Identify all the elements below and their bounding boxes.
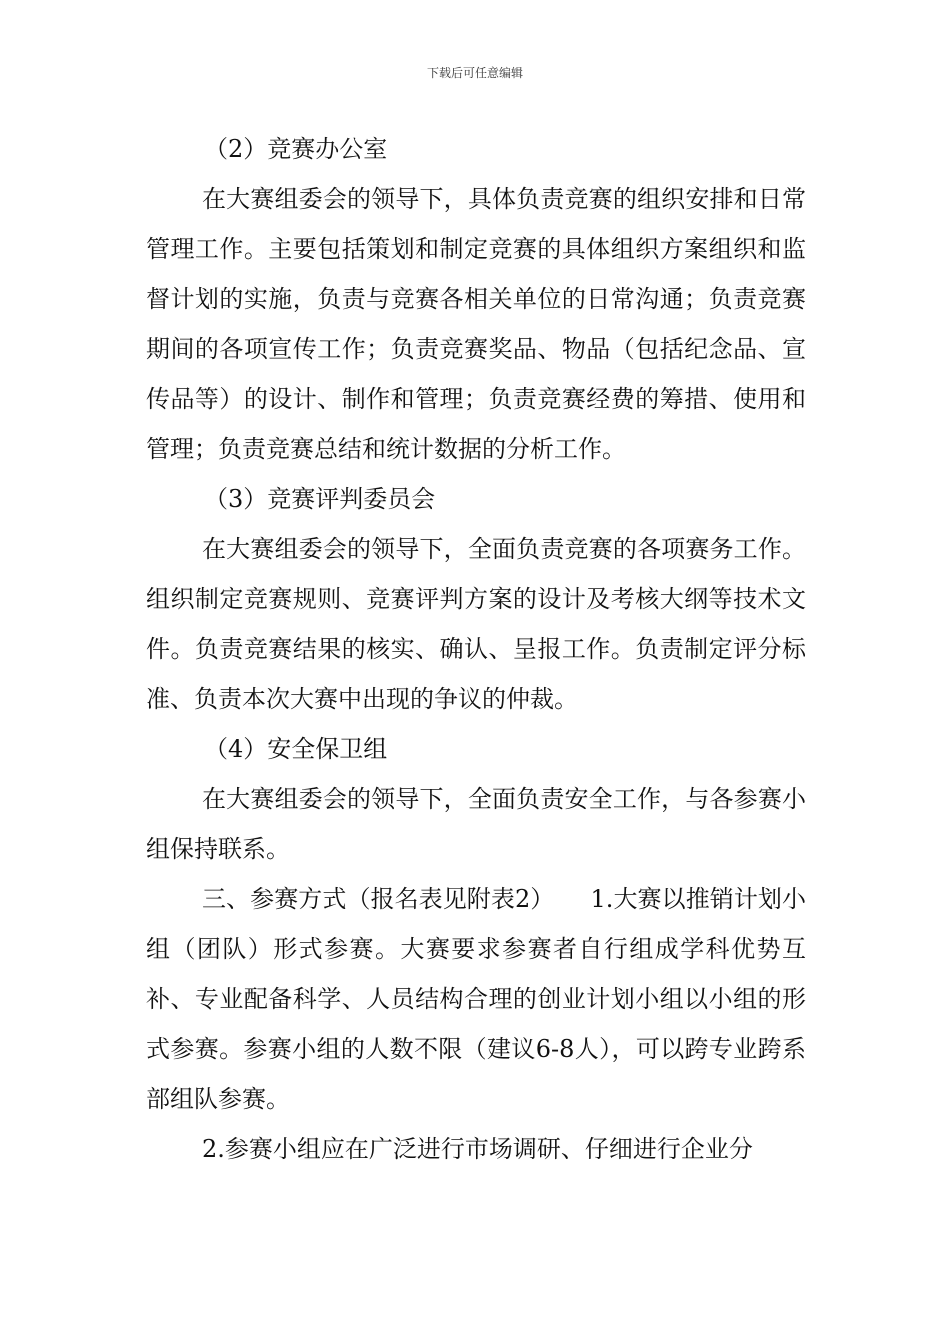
section-heading-judging-committee: （3）竞赛评判委员会 bbox=[204, 485, 436, 513]
section-heading-security-group: （4）安全保卫组 bbox=[204, 735, 388, 763]
section-heading-office: （2）竞赛办公室 bbox=[204, 135, 388, 163]
paragraph-team-requirements: 2.参赛小组应在广泛进行市场调研、仔细进行企业分 bbox=[202, 1135, 753, 1163]
paragraph-participation-method: 三、参赛方式（报名表见附表2） 1.大赛以推销计划小组（团队）形式参赛。大赛要求参赛者自行组成学科优势互补、专业配备科学、人员结构合理的创业计划小组以小组的形式参赛。参赛小组的人数不限（建议6-8人），可以跨专业跨系部组队参赛。 bbox=[146, 885, 806, 1113]
paragraph-judging-duties: 在大赛组委会的领导下，全面负责竞赛的各项赛务工作。组织制定竞赛规则、竞赛评判方案的设计及考核大纲等技术文件。负责竞赛结果的核实、确认、呈报工作。负责制定评分标准、负责本次大赛中出现的争议的仲裁。 bbox=[146, 535, 806, 713]
page-header: 下载后可任意编辑 bbox=[426, 66, 523, 80]
paragraph-office-duties: 在大赛组委会的领导下，具体负责竞赛的组织安排和日常管理工作。主要包括策划和制定竞赛的具体组织方案组织和监督计划的实施，负责与竞赛各相关单位的日常沟通；负责竞赛期间的各项宣传工作；负责竞赛奖品、物品（包括纪念品、宣传品等）的设计、制作和管理；负责竞赛经费的筹措、使用和管理；负责竞赛总结和统计数据的分析工作。 bbox=[146, 185, 806, 463]
paragraph-security-duties: 在大赛组委会的领导下，全面负责安全工作，与各参赛小组保持联系。 bbox=[146, 785, 806, 863]
document-body bbox=[146, 124, 806, 1174]
